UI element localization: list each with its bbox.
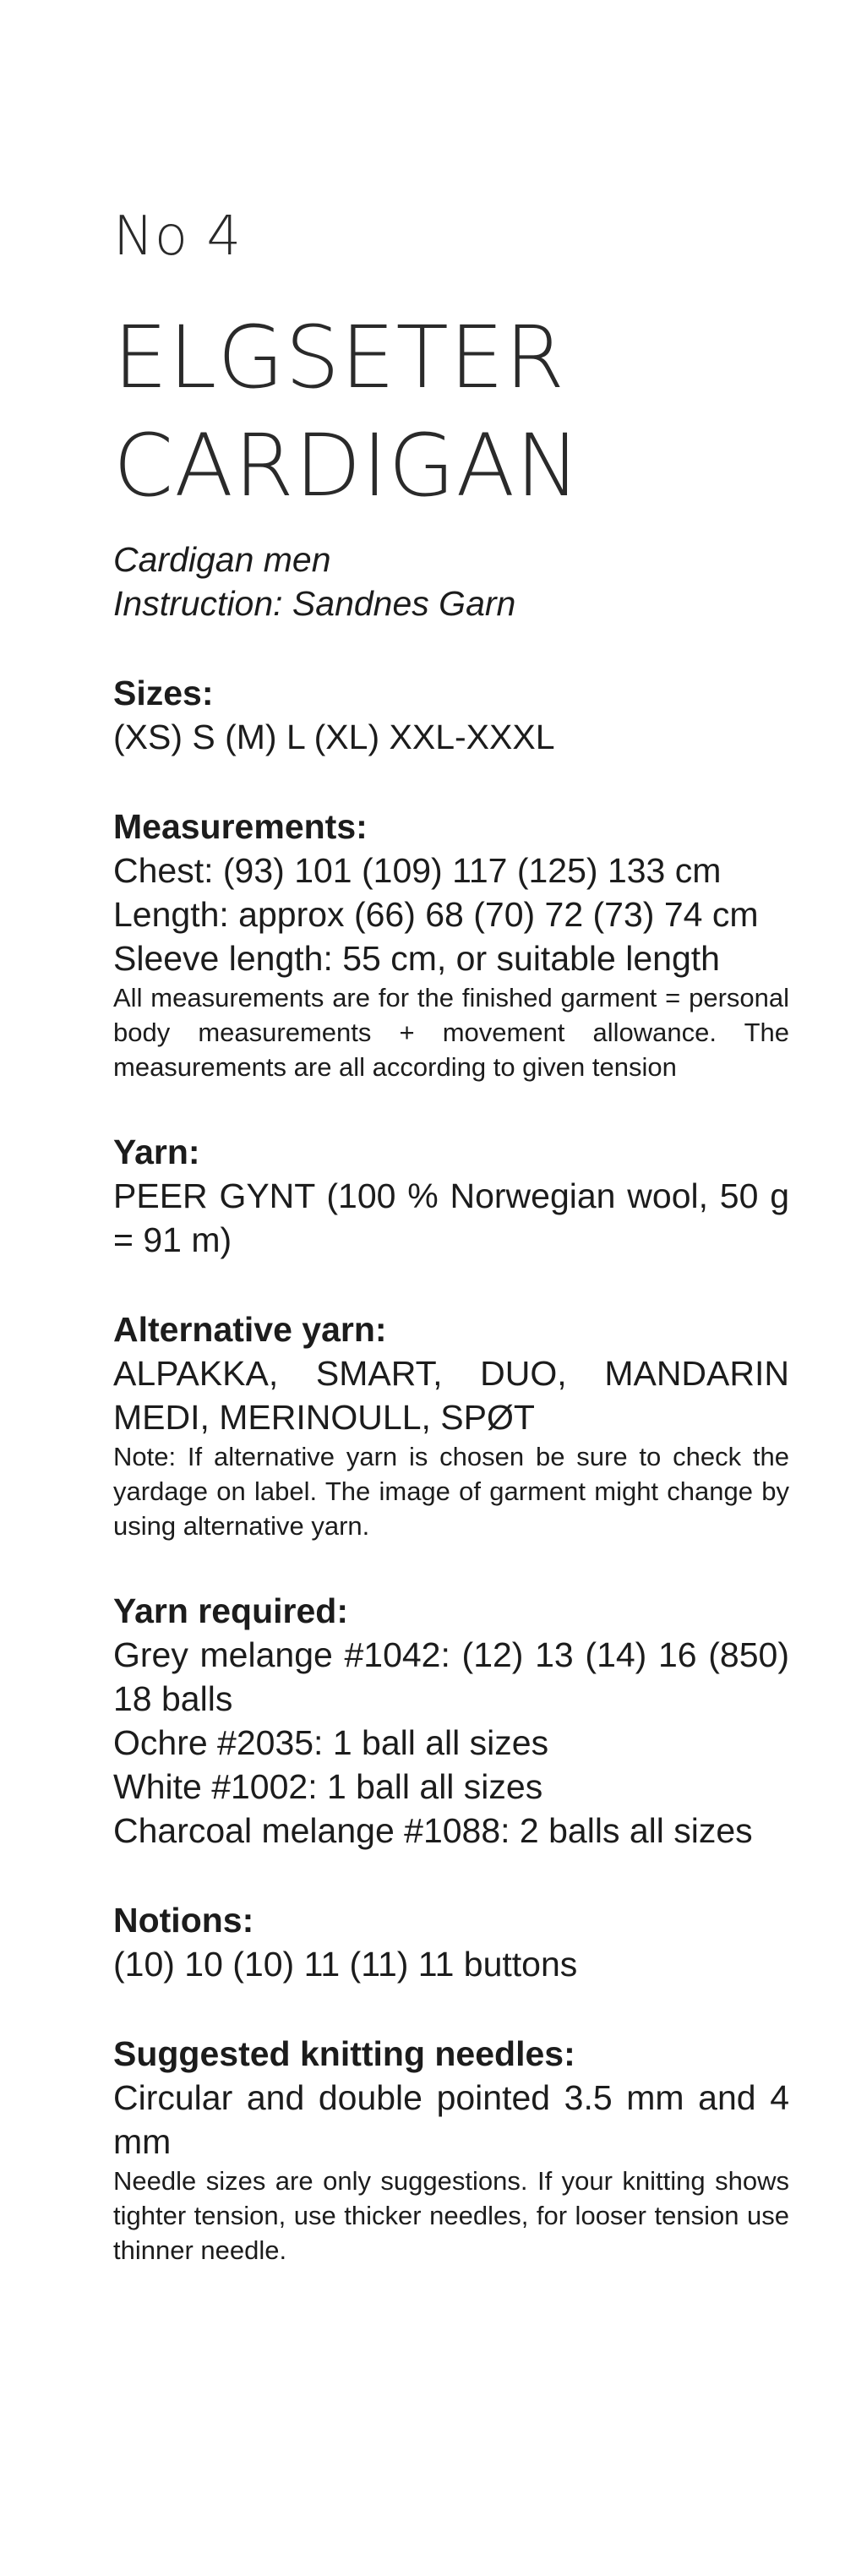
yarn-value: PEER GYNT (100 % Norwegian wool, 50 g = 91 m) <box>113 1176 789 1259</box>
subtitle-instruction: Instruction: Sandnes Garn <box>113 584 516 623</box>
measurements-length: Length: approx (66) 68 (70) 72 (73) 74 cm <box>113 895 759 934</box>
pattern-content <box>113 538 789 2268</box>
needles-value: Circular and double pointed 3.5 mm and 4 mm <box>113 2078 789 2161</box>
measurements-chest: Chest: (93) 101 (109) 117 (125) 133 cm <box>113 851 722 890</box>
alternative-yarn-heading: Alternative yarn: <box>113 1310 387 1349</box>
yarn-section <box>113 1130 789 1262</box>
needles-note: Needle sizes are only suggestions. If your knitting shows tighter tension, use thicker needles, for looser tension use thinner needle. <box>113 2166 789 2265</box>
yarn-required-charcoal: Charcoal melange #1088: 2 balls all sizes <box>113 1811 753 1850</box>
yarn-required-section <box>113 1589 789 1853</box>
sizes-section <box>113 671 789 759</box>
yarn-required-ochre: Ochre #2035: 1 ball all sizes <box>113 1723 549 1762</box>
measurements-sleeve: Sleeve length: 55 cm, or suitable length <box>113 939 720 978</box>
measurements-section <box>113 805 789 1084</box>
sizes-value: (XS) S (M) L (XL) XXL-XXXL <box>113 718 555 756</box>
notions-heading: Notions: <box>113 1901 254 1940</box>
needles-section <box>113 2032 789 2268</box>
sizes-heading: Sizes: <box>113 674 214 712</box>
subtitle <box>113 538 789 625</box>
measurements-note: All measurements are for the finished garment = personal body measurements + movement allowance. The measurements are all according to given tension <box>113 983 789 1082</box>
pattern-number: No 4 <box>113 205 243 268</box>
subtitle-garment: Cardigan men <box>113 540 331 579</box>
alternative-yarn-note: Note: If alternative yarn is chosen be sure to check the yardage on label. The image of garment might change by using alternative yarn. <box>113 1442 789 1541</box>
notions-value: (10) 10 (10) 11 (11) 11 buttons <box>113 1945 578 1984</box>
needles-heading: Suggested knitting needles: <box>113 2034 575 2073</box>
yarn-heading: Yarn: <box>113 1132 200 1171</box>
title-line-1: ELGSETER <box>113 308 566 408</box>
alternative-yarn-section <box>113 1307 789 1543</box>
alternative-yarn-value: ALPAKKA, SMART, DUO, MANDARIN MEDI, MERINOULL, SPØT <box>113 1354 789 1437</box>
notions-section <box>113 1898 789 1986</box>
measurements-heading: Measurements: <box>113 807 368 846</box>
yarn-required-heading: Yarn required: <box>113 1591 348 1630</box>
yarn-required-grey: Grey melange #1042: (12) 13 (14) 16 (850) 18 balls <box>113 1635 789 1718</box>
yarn-required-white: White #1002: 1 ball all sizes <box>113 1767 543 1806</box>
pattern-title <box>113 304 789 521</box>
title-line-2: CARDIGAN <box>113 416 581 516</box>
